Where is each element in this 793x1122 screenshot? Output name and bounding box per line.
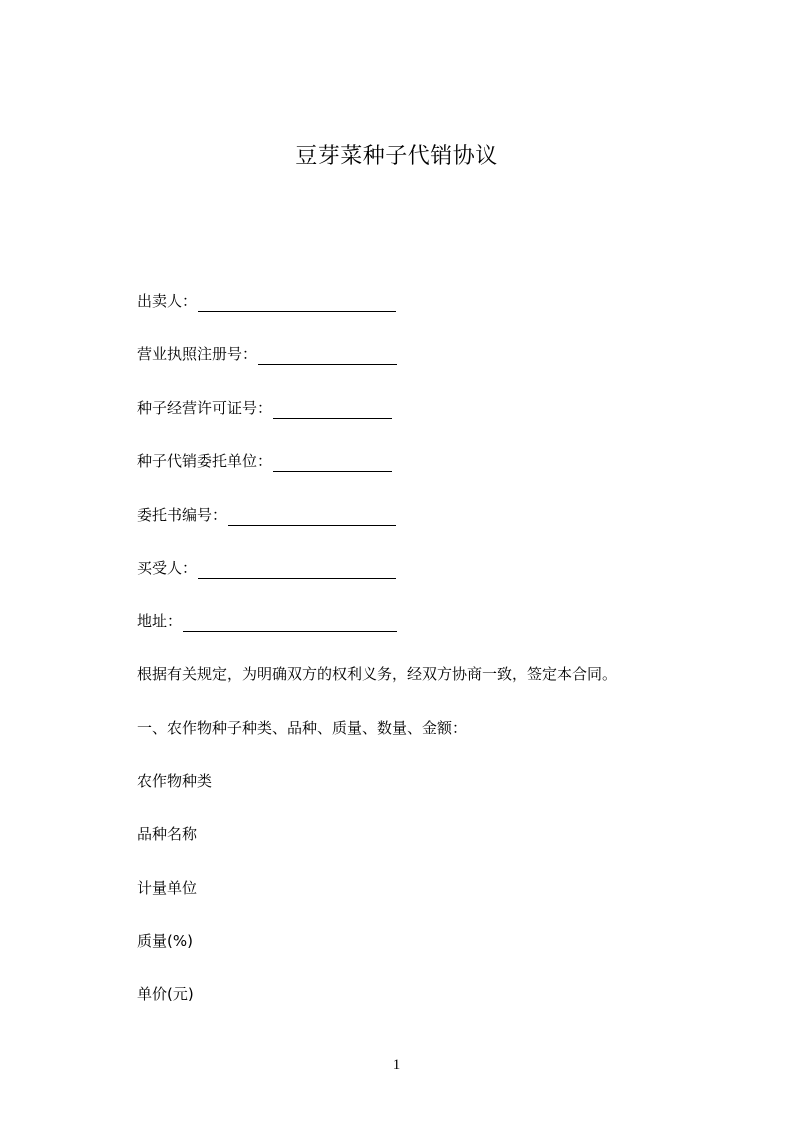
authorization-number-field — [137, 504, 396, 526]
consignor-blank[interactable] — [273, 457, 392, 472]
section-1-heading: 一、农作物种子种类、品种、质量、数量、金额： — [137, 719, 468, 737]
authorization-number-blank[interactable] — [228, 511, 396, 526]
seller-label: 出卖人： — [137, 292, 198, 310]
address-label: 地址： — [137, 612, 183, 630]
buyer-label: 买受人： — [137, 559, 198, 577]
page-number: 1 — [392, 1057, 401, 1073]
seed-license-label: 种子经营许可证号： — [137, 399, 273, 417]
business-license-label: 营业执照注册号： — [137, 345, 258, 363]
seller-blank[interactable] — [198, 297, 396, 312]
business-license-field — [137, 343, 397, 365]
seed-license-blank[interactable] — [273, 404, 392, 419]
intro-paragraph: 根据有关规定，为明确双方的权利义务，经双方协商一致，签定本合同。 — [137, 665, 618, 683]
item-variety-name: 品种名称 — [137, 825, 198, 843]
seed-license-field — [137, 397, 392, 419]
item-quality: 质量(%) — [137, 932, 193, 950]
authorization-number-label: 委托书编号： — [137, 506, 228, 524]
buyer-blank[interactable] — [198, 564, 396, 579]
business-license-blank[interactable] — [258, 350, 397, 365]
address-field — [137, 610, 397, 632]
seller-field — [137, 290, 396, 312]
buyer-field — [137, 557, 396, 579]
item-unit-price: 单价(元) — [137, 985, 194, 1003]
consignor-label: 种子代销委托单位： — [137, 452, 273, 470]
item-crop-type: 农作物种类 — [137, 772, 213, 790]
item-unit: 计量单位 — [137, 879, 198, 897]
document-title: 豆芽菜种子代销协议 — [295, 144, 498, 169]
consignor-field — [137, 450, 392, 472]
address-blank[interactable] — [183, 617, 397, 632]
